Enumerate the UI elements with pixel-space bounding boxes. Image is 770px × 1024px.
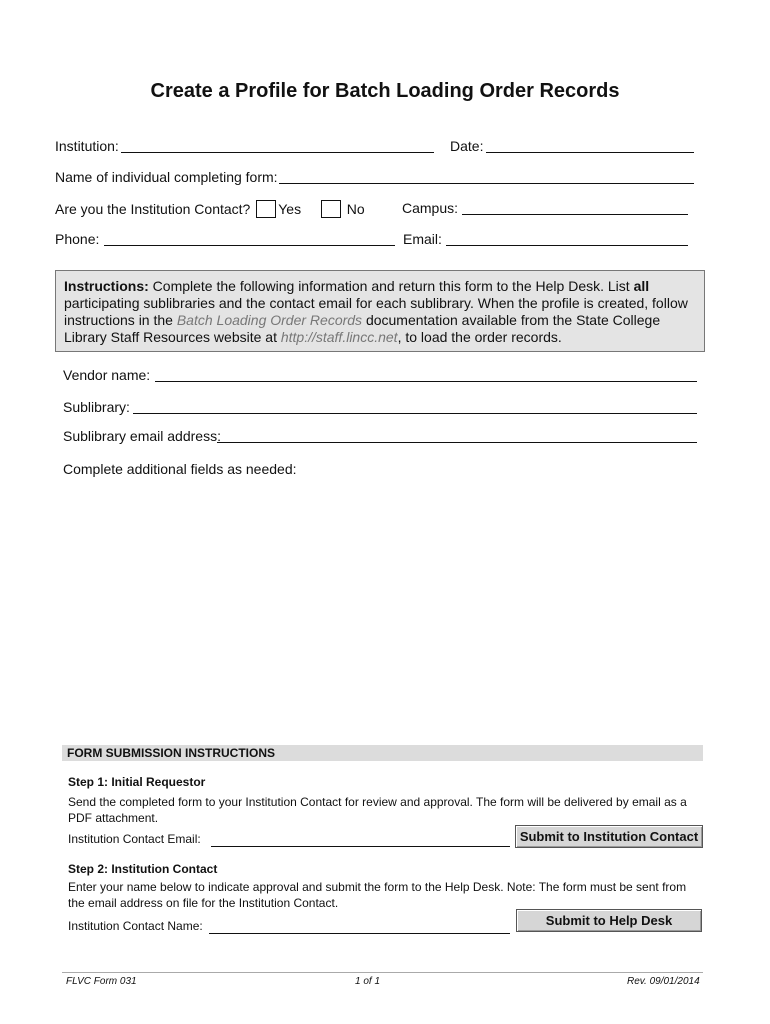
contact-email-field[interactable] xyxy=(211,846,510,847)
institution-field[interactable] xyxy=(121,152,434,153)
form-id: FLVC Form 031 xyxy=(66,976,137,987)
revision-date: Rev. 09/01/2014 xyxy=(627,976,700,987)
instructions-box xyxy=(55,270,705,352)
institution-label: Institution: xyxy=(55,138,119,154)
step1-title: Step 1: Initial Requestor xyxy=(68,775,206,789)
instructions-text: participating sublibraries and the contact email for each sublibrary. When the profile is created, follow instructions in the xyxy=(64,295,688,328)
no-checkbox[interactable] xyxy=(321,200,341,218)
submission-header: FORM SUBMISSION INSTRUCTIONS xyxy=(62,745,703,761)
contact-question-row xyxy=(55,200,365,218)
page-number: 1 of 1 xyxy=(355,976,381,987)
doc-link[interactable]: Batch Loading Order Records xyxy=(176,312,363,328)
email-field[interactable] xyxy=(446,245,688,246)
name-field[interactable] xyxy=(279,183,694,184)
submit-to-institution-contact-button[interactable]: Submit to Institution Contact xyxy=(515,825,703,848)
sublibrary-email-label: Sublibrary email address: xyxy=(63,428,221,444)
no-label: No xyxy=(346,201,365,217)
instructions-text: , to load the order records. xyxy=(397,329,562,345)
submit-to-help-desk-button[interactable]: Submit to Help Desk xyxy=(516,909,702,932)
yes-checkbox[interactable] xyxy=(256,200,276,218)
sublibrary-field[interactable] xyxy=(133,413,697,414)
phone-field[interactable] xyxy=(104,245,395,246)
contact-email-label: Institution Contact Email: xyxy=(68,832,201,846)
instructions-text: Complete the following information and return this form to the Help Desk. List xyxy=(148,278,634,294)
campus-label: Campus: xyxy=(402,200,459,216)
campus-field[interactable] xyxy=(462,214,688,215)
date-field[interactable] xyxy=(486,152,694,153)
yes-label: Yes xyxy=(278,201,302,217)
contact-question-label: Are you the Institution Contact? xyxy=(55,201,251,217)
instructions-text: documentation available from the State College Library Staff Resources website at xyxy=(64,312,661,345)
instructions-label: Instructions: xyxy=(64,278,149,294)
vendor-field[interactable] xyxy=(155,381,697,382)
name-label: Name of individual completing form: xyxy=(55,169,278,185)
step2-title: Step 2: Institution Contact xyxy=(68,862,218,876)
website-link[interactable]: http://staff.lincc.net xyxy=(280,329,398,345)
footer-divider xyxy=(62,972,703,973)
instructions-all: all xyxy=(633,278,650,294)
step1-text: Send the completed form to your Institution Contact for review and approval. The form will be delivered by email as a PDF attachment. xyxy=(68,795,687,825)
page-title: Create a Profile for Batch Loading Order Records xyxy=(150,80,620,102)
contact-name-field[interactable] xyxy=(209,933,510,934)
date-label: Date: xyxy=(450,138,484,154)
phone-label: Phone: xyxy=(55,231,100,247)
sublibrary-label: Sublibrary: xyxy=(63,399,130,415)
email-label: Email: xyxy=(403,231,442,247)
step2-text: Enter your name below to indicate approval and submit the form to the Help Desk. Note: The form must be sent from the email address on file for the Institution Contact. xyxy=(68,880,687,910)
vendor-label: Vendor name: xyxy=(63,367,151,383)
additional-fields-label: Complete additional fields as needed: xyxy=(63,461,297,477)
additional-fields-area[interactable] xyxy=(63,482,697,732)
contact-name-label: Institution Contact Name: xyxy=(68,919,203,933)
sublibrary-email-field[interactable] xyxy=(217,442,697,443)
